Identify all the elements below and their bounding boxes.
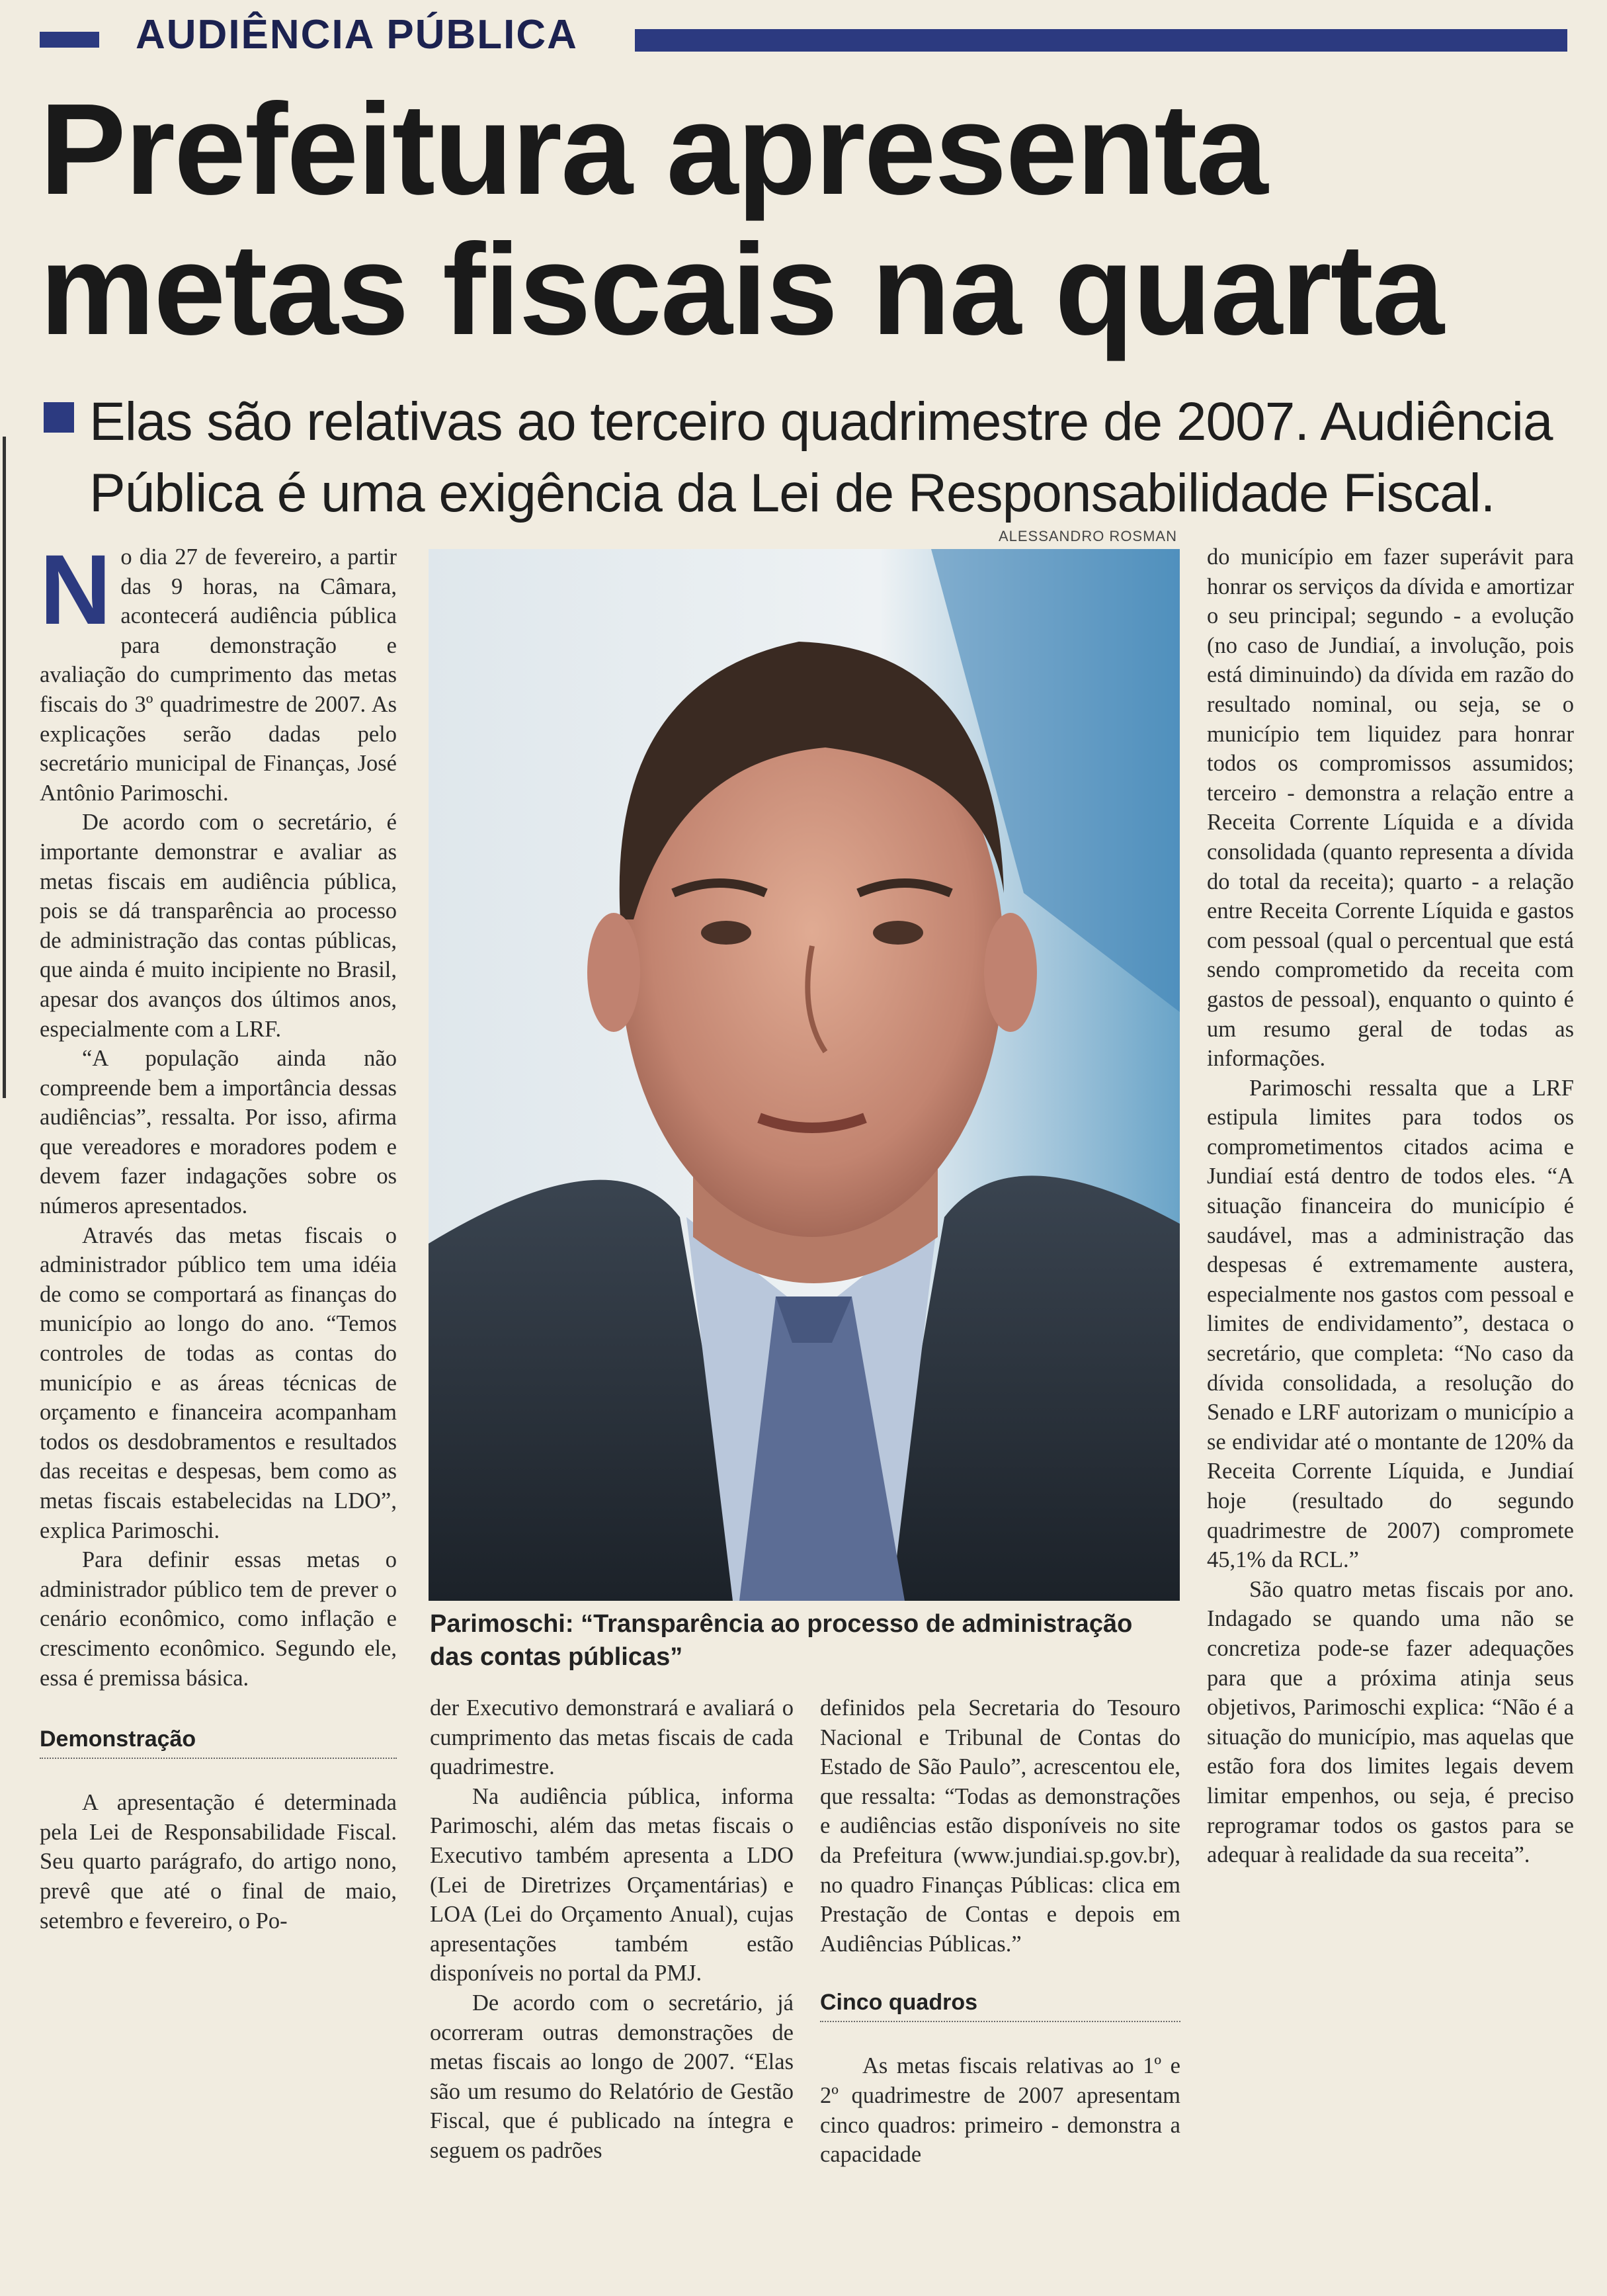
article-column-3 bbox=[820, 1693, 1180, 2170]
kicker-bar-left bbox=[40, 32, 99, 48]
paragraph: São quatro metas fiscais por ano. Indagado se quando uma não se concretiza pode-se fazer adequações para que a próxima atinja seus objetivos, Parimoschi explica: “Não é a situação do município, mas aquelas que estão fora dos limites legais devem limitar empenhos, ou seja, é preciso reprogramar todos os gastos para se adequar à realidade da sua receita”. bbox=[1207, 1576, 1574, 1868]
paragraph: As metas fiscais relativas ao 1º e 2º quadrimestre de 2007 apresentam cinco quadros: primeiro - demonstra a capacidade bbox=[820, 2053, 1180, 2168]
paragraph-text: o dia 27 de fevereiro, a partir das 9 horas, na Câmara, acontecerá audiência pública para demonstração e avaliação do cumprimento das metas fiscais do 3º quadrimestre de 2007. As explicações serão dadas pelo secretário municipal de Finanças, José Antônio Parimoschi. bbox=[40, 544, 397, 806]
photo-caption: Parimoschi: “Transparência ao processo de administração das contas públicas” bbox=[430, 1610, 1133, 1671]
paragraph: Na audiência pública, informa Parimoschi, além das metas fiscais o Executivo também apresenta a LDO (Lei de Diretrizes Orçamentárias) e LOA (Lei do Orçamento Anual), cujas apresentações também estão disponíveis no portal da PMJ. bbox=[430, 1783, 794, 1986]
paragraph: der Executivo demonstrará e avaliará o cumprimento das metas fiscais de cada quadrimestre. bbox=[430, 1695, 794, 1780]
subhead: Elas são relativas ao terceiro quadrimestre de 2007. Audiência Pública é uma exigência da Lei de Responsabilidade Fiscal. bbox=[89, 392, 1553, 523]
subhead-bullet bbox=[44, 402, 74, 433]
paragraph: Parimoschi ressalta que a LRF estipula limites para todos os comprometimentos citados acima e Jundiaí está dentro de todos eles. “A situação financeira do município é saudável, mas a administração das despesas é extremamente austera, especialmente nos gastos com pessoal e limites de endividamento”, destaca o secretário, que completa: “No caso da dívida consolidada, a resolução do Senado e LRF autorizam o município a se endividar até o montante de 120% da Receita Corrente Líquida, e Jundiaí hoje (resultado do segundo quadrimestre de 2007) compromete 45,1% da RCL.” bbox=[1207, 1075, 1574, 1573]
kicker-bar-right bbox=[635, 29, 1567, 52]
headline bbox=[40, 79, 1587, 360]
subheading-demonstracao: Demonstração bbox=[40, 1724, 397, 1759]
photo-credit: ALESSANDRO ROSMAN bbox=[998, 528, 1177, 544]
paragraph: “A população ainda não compreende bem a importância dessas audiências”, ressalta. Por isso, afirma que vereadores e moradores podem e devem fazer indagações sobre os números apresentados. bbox=[40, 1046, 397, 1219]
article-column-2 bbox=[430, 1693, 794, 2166]
portrait-photo bbox=[429, 549, 1180, 1601]
drop-cap: N bbox=[40, 534, 112, 645]
headline-line-2: metas fiscais na quarta bbox=[40, 217, 1443, 362]
paragraph: definidos pela Secretaria do Tesouro Nacional e Tribunal de Contas do Estado de São Paulo”, acrescentou ele, que ressalta: “Todas as demonstrações e audiências estão disponíveis no site da Prefeitura (www.jundiai.sp.gov.br), no quadro Finanças Públicas: clica em Prestação de Contas e depois em Audiências Públicas.” bbox=[820, 1695, 1180, 1957]
article-column-1 bbox=[40, 534, 397, 1935]
paragraph: De acordo com o secretário, é importante demonstrar e avaliar as metas fiscais em audiência pública, pois se dá transparência ao processo de administração das contas públicas, que ainda é muito incipiente no Brasil, apesar dos avanços dos últimos anos, especialmente com a LRF. bbox=[40, 810, 397, 1042]
paragraph: A apresentação é determinada pela Lei de Responsabilidade Fiscal. Seu quarto parágrafo, do artigo nono, prevê que até o final de maio, setembro e fevereiro, o Po- bbox=[40, 1790, 397, 1934]
paragraph bbox=[40, 534, 397, 808]
paragraph: Através das metas fiscais o administrador público tem uma idéia de como se comportará as finanças do município ao longo do ano. “Temos controles de todas as contas do município e as áreas técnicas de orçamento e financeira acompanham todos os desdobramentos e resultados das receitas e despesas, bem como as metas fiscais estabelecidas na LDO”, explica Parimoschi. bbox=[40, 1222, 397, 1543]
portrait-illustration bbox=[429, 549, 1180, 1601]
margin-rule bbox=[3, 437, 6, 1098]
article-column-4 bbox=[1207, 542, 1574, 1870]
subheading-cinco-quadros: Cinco quadros bbox=[820, 1988, 1180, 2022]
section-kicker: AUDIÊNCIA PÚBLICA bbox=[136, 12, 578, 58]
paragraph: Para definir essas metas o administrador público tem de prever o cenário econômico, como inflação e crescimento econômico. Segundo ele, essa é premissa básica. bbox=[40, 1547, 397, 1691]
headline-line-1: Prefeitura apresenta bbox=[40, 77, 1267, 222]
paragraph: do município em fazer superávit para honrar os serviços da dívida e amortizar o seu principal; segundo - a evolução (no caso de Jundiaí, a involução, pois está diminuindo) da dívida em razão do resultado nominal, ou seja, se o município tem liquidez para honrar todos os compromissos assumidos; terceiro - demonstra a relação entre a Receita Corrente Líquida e a dívida consolidada (quanto representa a dívida do total da receita); quarto - a relação entre Receita Corrente Líquida e gastos com pessoal (qual o percentual que está sendo comprometido da receita com gastos de pessoal), enquanto o quinto é um resumo geral de todas as informações. bbox=[1207, 544, 1574, 1072]
paragraph: De acordo com o secretário, já ocorreram outras demonstrações de metas fiscais ao longo de 2007. “Elas são um resumo do Relatório de Gestão Fiscal, que é publicado na íntegra e seguem os padrões bbox=[430, 1990, 794, 2163]
